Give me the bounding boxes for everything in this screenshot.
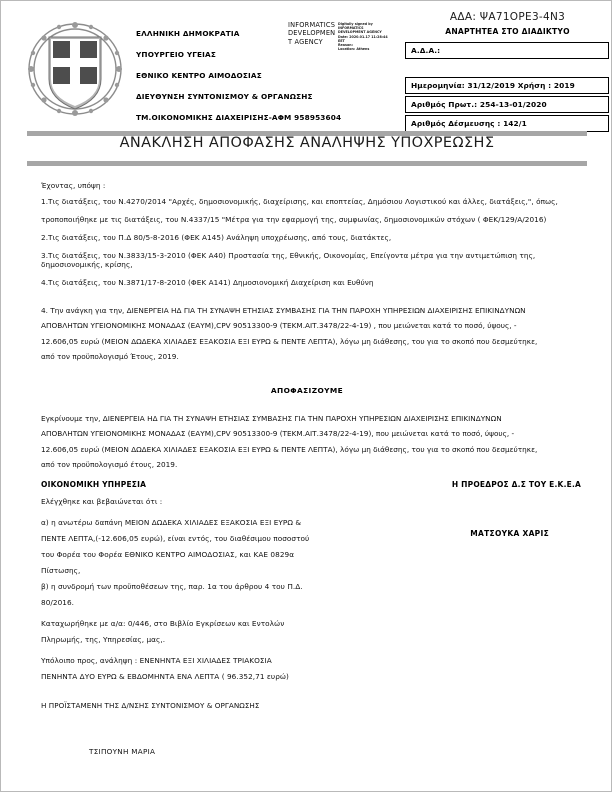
financial-line-3: ΠΕΝΤΕ ΛΕΠΤΑ,(-12.606,05 ευρώ), είναι εντός, του διαθέσιμου ποσοστού [41,534,310,543]
org-line-direction: ΔΙΕΥΘΥΝΣΗ ΣΥΝΤΟΝΙΣΜΟΥ & ΟΡΓΑΝΩΣΗΣ [136,92,313,101]
protocol-field-box: Αριθμός Πρωτ.: 254-13-01/2020 [405,96,609,113]
need-paragraph [41,303,574,364]
digital-signature-stamp [338,22,393,51]
financial-line-4: του Φορέα του Φορέα ΕΘΝΙΚΟ ΚΕΝΤΡΟ ΑΙΜΟΔΟΣΙΑΣ, και ΚΑΕ 0829α [41,550,295,559]
page-title: ΑΝΑΚΛΗΣΗ ΑΠΟΦΑΣΗΣ ΑΝΑΛΗΨΗΣ ΥΠΟΧΡΕΩΣΗΣ [119,135,495,151]
coat-of-arms-emblem [23,17,127,121]
financial-line-11: ΠΕΝΗΝΤΑ ΔΥΟ ΕΥΡΩ & ΕΒΔΟΜΗΝΤΑ ΕΝΑ ΛΕΠΤΑ ( 96.352,71 ευρώ) [41,672,289,681]
date-field-box: Ημερομηνία: 31/12/2019 Χρήση : 2019 [405,77,609,94]
decision-paragraph-line-2: ΑΠΟΒΛΗΤΩΝ ΥΓΕΙΟΝΟΜΙΚΗΣ ΜΟΝΑΔΑΣ (ΕΑΥΜ),CPV 90513300-9 (ΤΕΚΜ.ΑΙΤ.3478/22-4-19), που μειώνεται κατά το ποσό, ύψους, - [41,429,515,439]
idika-agency-label [288,21,336,46]
decision-paragraph-line-1: Εγκρίνουμε την, ΔΙΕΝΕΡΓΕΙΑ ΗΔ ΓΙΑ ΤΗ ΣΥΝΑΨΗ ΕΤΗΣΙΑΣ ΣΥΜΒΑΣΗΣ ΓΙΑ ΤΗΝ ΠΑΡΟΧΗ ΥΠΗΡΕΣΙΩΝ ΔΙΑΧΕΙΡΙΣΗΣ ΕΠΙΚΙΝΔΥΝΩΝ [41,414,502,423]
director-name: ΤΣΙΠΟΥΝΗ ΜΑΡΙΑ [89,747,156,756]
coat-of-arms-icon [23,17,127,121]
signature-line-2: INFORMATICS [338,26,364,31]
preamble-item-2: 2.Τις διατάξεις, του Π.Δ 80/5-8-2016 (ΦΕΚ Α145) Ανάληψη υποχρέωσης, από τους, διατάκτες, [41,233,392,242]
financial-line-8: Καταχωρήθηκε με α/α: 0/446, στο Βιβλίο Εγκρίσεων και Εντολών [41,619,285,628]
need-paragraph-line-3: 12.606,05 ευρώ (ΜΕΙΟΝ ΔΩΔΕΚΑ ΧΙΛΙΑΔΕΣ ΕΞΑΚΟΣΙΑ ΕΞΙ ΕΥΡΩ & ΠΕΝΤΕ ΛΕΠΤΑ), λόγω μη διάθεσης, του για το σκοπό που δεσμεύτηκε, [41,336,538,346]
financial-line-5: Πίστωσης, [41,566,81,575]
president-name: ΜΑΤΣΟΥΚΑ ΧΑΡΙΣ [470,529,549,538]
financial-line-6: β) η συνδρομή των προϋποθέσεων της, παρ. 1α του άρθρου 4 του Π.Δ. [41,582,303,591]
financial-line-9: Πληρωμής, της, Υπηρεσίας, μας,. [41,635,166,644]
signature-line-1: Digitally signed by [338,22,373,26]
signature-line-3: DEVELOPMENT AGENCY [338,30,382,35]
preamble-item-1b: τροποποιήθηκε με τις διατάξεις, του Ν.4337/15 "Μέτρα για την εφαρμογή της, συμφωνίας, δημοσιονομικών στόχων ( ΦΕΚ/129/Α/2016) [41,215,547,224]
ada-field-box: Α.Δ.Α.: [405,42,609,59]
published-online-label: ΑΝΑΡΤΗΤΕΑ ΣΤΟ ΔΙΑΔΙΚΤΥΟ [445,27,570,36]
idika-line-1: INFORMATICS [288,21,336,29]
document-header [1,1,612,129]
financial-line-7: 80/2016. [41,598,75,607]
ada-number-header: ΑΔΑ: ΨΑ71ΟΡΕ3-4Ν3 [449,11,566,23]
signature-line-5: EET [338,38,345,43]
org-line-department: ΤΜ.ΟΙΚΟΝΟΜΙΚΗΣ ΔΙΑΧΕΙΡΙΣΗΣ-ΑΦΜ 958953604 [136,113,342,122]
signature-line-4: Date: 2020.01.17 11:28:44 [338,34,388,39]
financial-line-2: α) η ανωτέρω δαπάνη ΜΕΙΟΝ ΔΩΔΕΚΑ ΧΙΛΙΑΔΕΣ ΕΞΑΚΟΣΙΑ ΕΞΙ ΕΥΡΩ & [41,518,302,527]
need-paragraph-line-4: από τον προϋπολογισμό Έτους, 2019. [41,351,179,361]
financial-line-1: Ελέγχθηκε και βεβαιώνεται ότι : [41,497,163,506]
preamble-item-3b: δημοσιονομικής, κρίσης, [41,260,133,269]
decision-paragraph-line-4: από τον προϋπολογισμό έτους, 2019. [41,459,178,469]
decision-heading: ΑΠΟΦΑΣΙΖΟΥΜΕ [270,386,344,395]
idika-line-2: DEVELOPMEN [288,29,336,38]
need-paragraph-line-1: 4. Την ανάγκη για την, ΔΙΕΝΕΡΓΕΙΑ ΗΔ ΓΙΑ ΤΗ ΣΥΝΑΨΗ ΕΤΗΣΙΑΣ ΣΥΜΒΑΣΗΣ ΓΙΑ ΤΗΝ ΠΑΡΟΧΗ ΥΠΗΡΕΣΙΩΝ ΔΙΑΧΕΙΡΙΣΗΣ ΕΠΙΚΙΝΔΥΝΩΝ [41,306,526,315]
signature-line-6: Reason: [338,43,353,48]
commitment-field-box: Αριθμός Δέσμευσης : 142/1 [405,115,609,132]
title-rule-bottom [27,161,587,166]
financial-line-10: Υπόλοιπο προς, ανάληψη : ΕΝΕΝΗΝΤΑ ΕΞΙ ΧΙΛΙΑΔΕΣ ΤΡΙΑΚΟΣΙΑ [41,656,272,665]
org-line-center: ΕΘΝΙΚΟ ΚΕΝΤΡΟ ΑΙΜΟΔΟΣΙΑΣ [136,71,262,80]
preamble-intro: Έχοντας, υπόψη : [41,181,106,190]
decision-paragraph [41,411,574,472]
president-heading: Η ΠΡΟΕΔΡΟΣ Δ.Σ ΤΟΥ Ε.Κ.Ε.Α [451,480,581,489]
director-heading: Η ΠΡΟΪΣΤΑΜΕΝΗ ΤΗΣ Δ/ΝΣΗΣ ΣΥΝΤΟΝΙΣΜΟΥ & ΟΡΓΑΝΩΣΗΣ [41,701,260,710]
need-paragraph-line-2: ΑΠΟΒΛΗΤΩΝ ΥΓΕΙΟΝΟΜΙΚΗΣ ΜΟΝΑΔΑΣ (ΕΑΥΜ),CPV 90513300-9 (ΤΕΚΜ.ΑΙΤ.3478/22-4-19) , που μειώνεται κατά το ποσό, ύψους, - [41,321,517,331]
preamble-item-4: 4.Τις διατάξεις, του Ν.3871/17-8-2010 (ΦΕΚ Α141) Δημοσιονομική Διαχείριση και Ευθύνη [41,278,374,287]
financial-service-heading: ΟΙΚΟΝΟΜΙΚΗ ΥΠΗΡΕΣΙΑ [41,480,147,489]
signature-line-7: Location: Athens [338,47,370,52]
org-line-ministry: ΥΠΟΥΡΓΕΙΟ ΥΓΕΙΑΣ [136,50,216,59]
decision-paragraph-line-3: 12.606,05 ευρώ (ΜΕΙΟΝ ΔΩΔΕΚΑ ΧΙΛΙΑΔΕΣ ΕΞΑΚΟΣΙΑ ΕΞΙ ΕΥΡΩ & ΠΕΝΤΕ ΛΕΠΤΑ), λόγω μη διάθεσης, του για το σκοπό που δεσμεύτηκε, [41,444,538,454]
preamble-item-1a: 1.Τις διατάξεις, του Ν.4270/2014 "Αρχές, δημοσιονομικής, διαχείρισης, και εποπτείας, Δημόσιου Λογιστικού και άλλες, διατάξεις,", όπως, [41,197,558,206]
idika-line-3: T AGENCY [288,37,323,46]
org-line-republic: ΕΛΛΗΝΙΚΗ ΔΗΜΟΚΡΑΤΙΑ [136,29,240,38]
preamble-item-3a: 3.Τις διατάξεις, του Ν.3833/15-3-2010 (ΦΕΚ Α40) Προστασία της, Εθνικής, Οικονομίας, Επείγοντα μέτρα για την αντιμετώπιση της, [41,251,536,260]
